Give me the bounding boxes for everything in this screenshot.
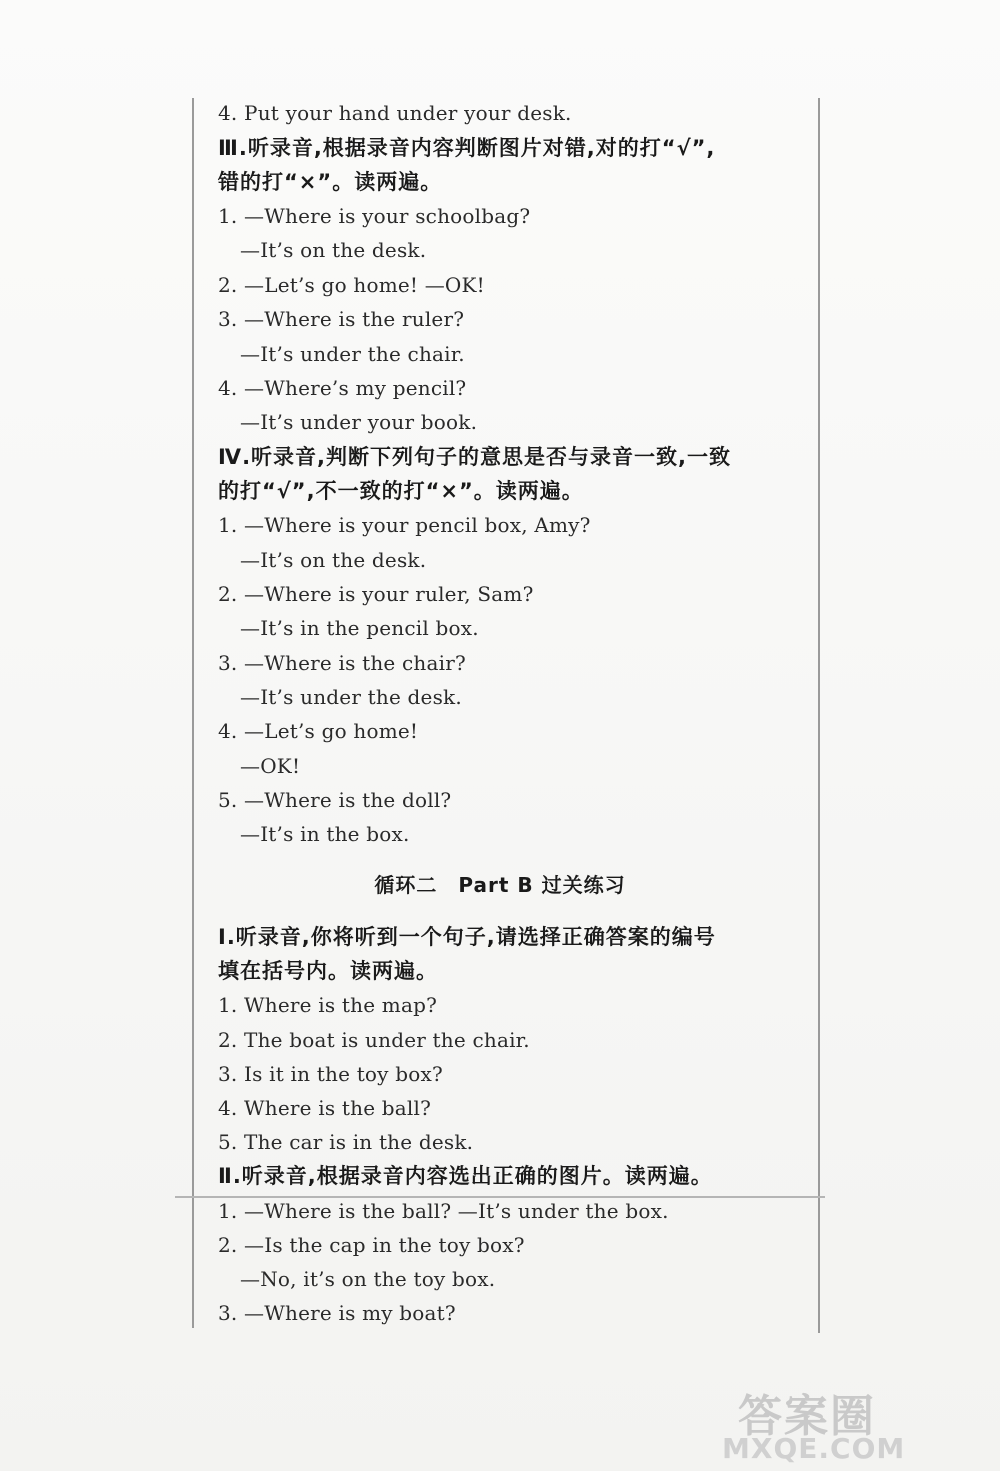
section-heading: Ⅰ.听录音,你将听到一个句子,请选择正确答案的编号 bbox=[218, 925, 716, 949]
text-line: 2. The boat is under the chair. bbox=[218, 1028, 530, 1052]
text-line: 5. —Where is the doll? bbox=[218, 788, 452, 812]
text-line: —It’s in the pencil box. bbox=[240, 616, 479, 640]
watermark-title: 答案圈 bbox=[738, 1391, 876, 1442]
text-line: 5. The car is in the desk. bbox=[218, 1130, 474, 1154]
right-margin-rule bbox=[818, 98, 820, 1333]
watermark-logo bbox=[700, 1380, 990, 1465]
text-line: 1. —Where is your schoolbag? bbox=[218, 204, 531, 228]
section-heading: 错的打“×”。读两遍。 bbox=[218, 170, 443, 194]
text-line: —It’s under the chair. bbox=[240, 342, 465, 366]
text-line: —It’s under the desk. bbox=[240, 685, 462, 709]
section-heading: 的打“√”,不一致的打“×”。读两遍。 bbox=[218, 479, 584, 503]
text-line: 3. —Where is the ruler? bbox=[218, 307, 465, 331]
part-title: 循环二 Part B 过关练习 bbox=[374, 873, 626, 897]
text-line: 1. —Where is your pencil box, Amy? bbox=[218, 513, 591, 537]
text-line: 1. Where is the map? bbox=[218, 993, 438, 1017]
text-line: —No, it’s on the toy box. bbox=[240, 1267, 496, 1291]
text-line: —It’s in the box. bbox=[240, 822, 410, 846]
text-line: —It’s on the desk. bbox=[240, 548, 427, 572]
left-margin-rule bbox=[192, 98, 194, 1328]
text-line: 2. —Let’s go home! —OK! bbox=[218, 273, 485, 297]
text-line: 4. —Where’s my pencil? bbox=[218, 376, 467, 400]
text-line: 4. —Let’s go home! bbox=[218, 719, 419, 743]
text-line: 2. —Where is your ruler, Sam? bbox=[218, 582, 534, 606]
section-heading: Ⅳ.听录音,判断下列句子的意思是否与录音一致,一致 bbox=[218, 445, 732, 469]
section-heading: 填在括号内。读两遍。 bbox=[218, 959, 438, 983]
watermark-url: MXQE.COM bbox=[722, 1432, 906, 1465]
text-line: 2. —Is the cap in the toy box? bbox=[218, 1233, 525, 1257]
text-line: 3. —Where is the chair? bbox=[218, 651, 466, 675]
text-line: —OK! bbox=[240, 754, 301, 778]
section-heading: Ⅱ.听录音,根据录音内容选出正确的图片。读两遍。 bbox=[218, 1164, 713, 1188]
text-line: 3. —Where is my boat? bbox=[218, 1301, 456, 1325]
text-line: —It’s on the desk. bbox=[240, 238, 427, 262]
text-line: —It’s under your book. bbox=[240, 410, 478, 434]
text-line: 3. Is it in the toy box? bbox=[218, 1062, 443, 1086]
text-line: 4. Put your hand under your desk. bbox=[218, 101, 572, 125]
text-line: 4. Where is the ball? bbox=[218, 1096, 432, 1120]
text-line: 1. —Where is the ball? —It’s under the box. bbox=[218, 1199, 669, 1223]
section-heading: Ⅲ.听录音,根据录音内容判断图片对错,对的打“√”, bbox=[218, 136, 716, 160]
